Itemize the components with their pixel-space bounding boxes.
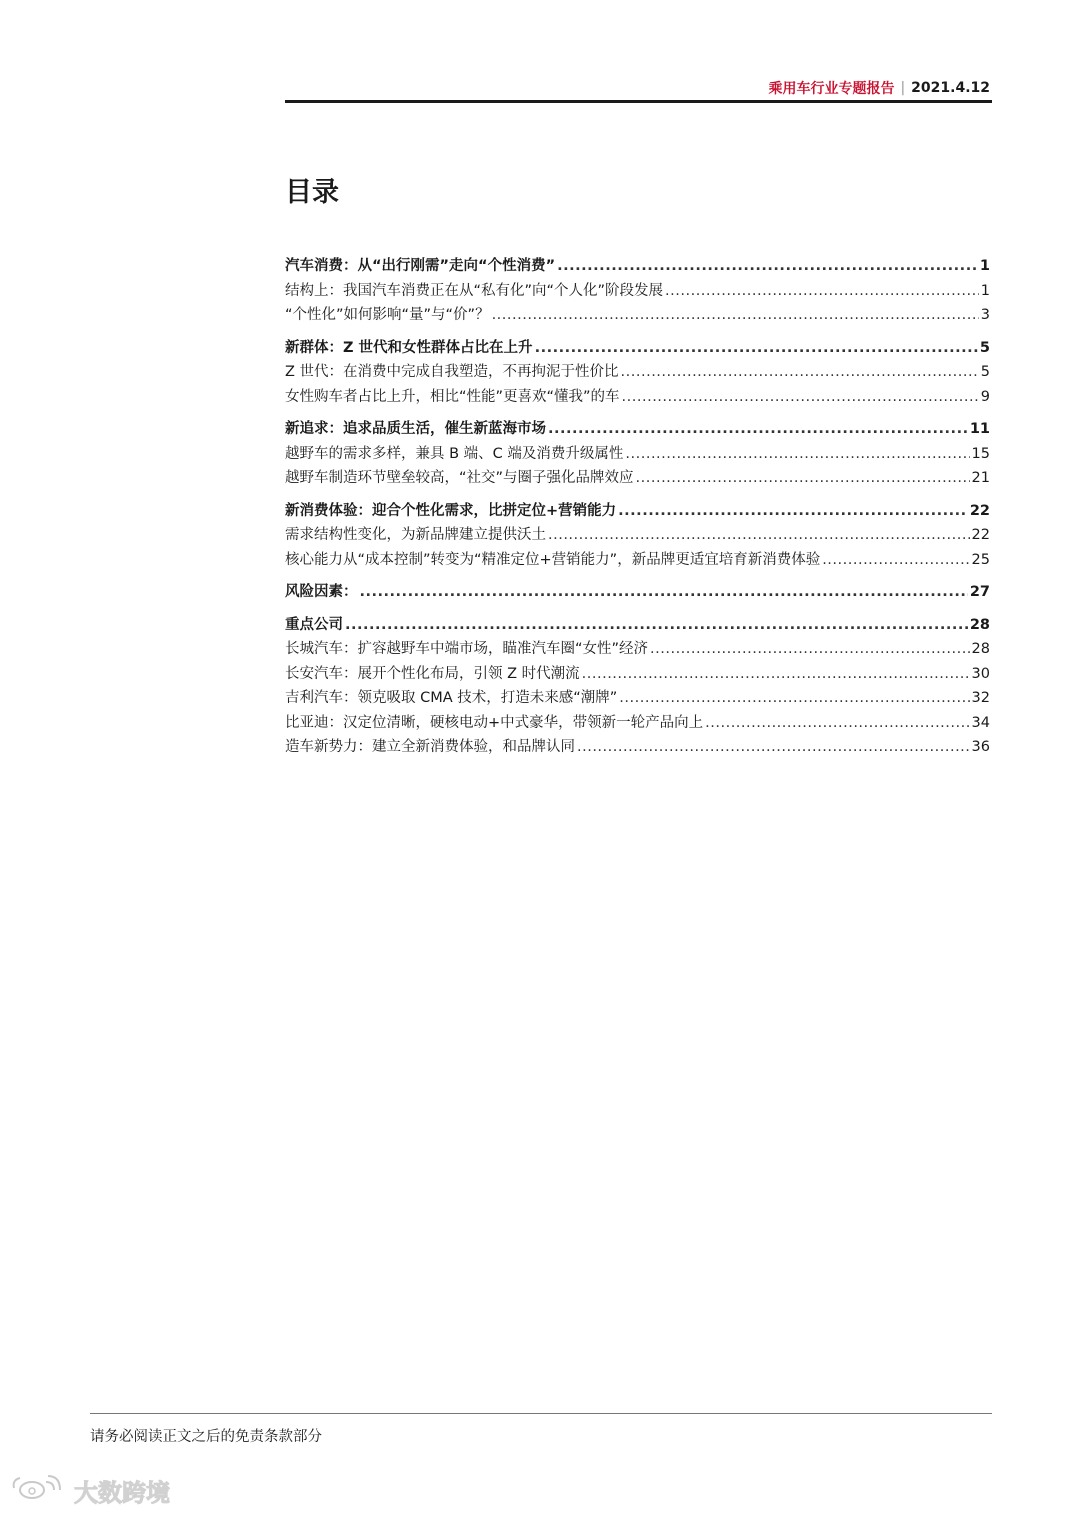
dot-leader	[345, 617, 968, 633]
toc-section	[285, 613, 990, 760]
footer-divider	[90, 1413, 992, 1414]
toc-section	[285, 336, 990, 410]
dot-leader	[557, 258, 978, 274]
toc-section	[285, 254, 990, 328]
toc-entry-page: 22	[969, 502, 990, 519]
header-divider	[285, 100, 992, 103]
toc-entry-level2[interactable]	[285, 686, 990, 711]
toc-entry-page: 22	[971, 527, 990, 543]
watermark	[10, 1472, 170, 1508]
toc-entry-level2[interactable]	[285, 662, 990, 687]
toc-entry-level1[interactable]	[285, 336, 990, 361]
toc-entry-label: 比亚迪：汉定位清晰，硬核电动+中式豪华，带领新一轮产品向上	[285, 714, 704, 731]
toc-entry-page: 15	[971, 445, 990, 462]
toc-entry-level2[interactable]	[285, 637, 990, 662]
toc-entry-level2[interactable]	[285, 735, 990, 760]
dot-leader	[548, 421, 968, 437]
toc-entry-label: 新消费体验：迎合个性化需求，比拼定位+营销能力	[285, 502, 617, 519]
toc-entry-level1[interactable]	[285, 417, 990, 442]
toc-entry-level1[interactable]	[285, 254, 990, 279]
toc-entry-label: 结构上：我国汽车消费正在从“私有化”向“个人化”阶段发展	[285, 282, 664, 299]
toc-entry-page: 28	[971, 641, 990, 657]
toc-entry-level2[interactable]	[285, 466, 990, 491]
report-date: 2021.4.12	[911, 80, 990, 96]
toc-section	[285, 499, 990, 573]
toc-entry-page: 5	[979, 339, 990, 356]
toc-entry-label: 需求结构性变化，为新品牌建立提供沃土	[285, 527, 546, 543]
toc-entry-level2[interactable]	[285, 711, 990, 736]
toc-entry-label: 长城汽车：扩容越野车中端市场，瞄准汽车圈“女性”经济	[285, 641, 649, 657]
dot-leader	[621, 364, 979, 380]
toc-entry-label: 核心能力从“成本控制”转变为“精准定位+营销能力”，新品牌更适宜培育新消费体验	[285, 551, 821, 568]
toc-entry-page: 28	[969, 616, 990, 633]
toc-entry-page: 5	[980, 364, 990, 380]
toc-section	[285, 580, 990, 605]
toc-entry-level2[interactable]	[285, 442, 990, 467]
dot-leader	[618, 503, 968, 519]
dot-leader	[548, 527, 970, 543]
dot-leader	[535, 340, 978, 356]
toc-entry-level2[interactable]	[285, 548, 990, 573]
report-header	[768, 78, 990, 98]
dot-leader	[619, 690, 969, 706]
toc-entry-label: 新群体：Z 世代和女性群体占比在上升	[285, 339, 533, 356]
footer-disclaimer: 请务必阅读正文之后的免责条款部分	[90, 1429, 322, 1445]
toc-entry-label: 女性购车者占比上升，相比“性能”更喜欢“懂我”的车	[285, 388, 620, 405]
toc-entry-page: 34	[971, 714, 990, 731]
dot-leader	[625, 446, 969, 462]
toc-entry-label: 新追求：追求品质生活，催生新蓝海市场	[285, 421, 546, 437]
dot-leader	[636, 470, 970, 486]
toc-entry-page: 25	[971, 551, 990, 568]
toc-entry-page: 1	[980, 282, 990, 299]
dot-leader	[822, 552, 969, 568]
toc-entry-label: 重点公司	[285, 616, 343, 633]
toc-entry-level1[interactable]	[285, 580, 990, 605]
dot-leader	[665, 283, 979, 299]
toc-entry-label: 风险因素：	[285, 584, 358, 600]
toc-entry-label: 吉利汽车：领克吸取 CMA 技术，打造未来感“潮牌”	[285, 690, 618, 706]
dot-leader	[622, 389, 979, 405]
dot-leader	[492, 307, 979, 323]
toc-entry-label: 越野车的需求多样，兼具 B 端、C 端及消费升级属性	[285, 445, 624, 462]
toc-title: 目录	[285, 177, 339, 208]
toc-entry-page: 32	[971, 690, 990, 706]
toc-entry-level1[interactable]	[285, 613, 990, 638]
toc-entry-level2[interactable]	[285, 385, 990, 410]
weibo-logo-icon	[10, 1472, 72, 1508]
toc-entry-level2[interactable]	[285, 360, 990, 385]
toc-entry-page: 27	[969, 584, 990, 600]
toc-entry-level2[interactable]	[285, 303, 990, 328]
report-title: 乘用车行业专题报告	[768, 81, 895, 97]
toc-entry-level2[interactable]	[285, 279, 990, 304]
toc-entry-page: 11	[969, 421, 990, 437]
toc-entry-page: 30	[971, 665, 990, 682]
table-of-contents	[285, 254, 990, 768]
toc-entry-label: “个性化”如何影响“量”与“价”？	[285, 307, 490, 323]
watermark-text: 大数跨境	[74, 1478, 170, 1507]
dot-leader	[577, 739, 970, 755]
dot-leader	[650, 641, 970, 657]
dot-leader	[360, 584, 968, 600]
toc-entry-page: 3	[980, 307, 990, 323]
toc-entry-label: 汽车消费：从“出行刚需”走向“个性消费”	[285, 258, 556, 274]
toc-entry-level1[interactable]	[285, 499, 990, 524]
toc-entry-page: 9	[980, 388, 990, 405]
toc-entry-page: 36	[971, 739, 990, 755]
toc-entry-page: 21	[971, 470, 990, 486]
header-separator: |	[900, 80, 906, 96]
toc-entry-page: 1	[979, 258, 990, 274]
dot-leader	[705, 715, 969, 731]
toc-entry-label: 越野车制造环节壁垒较高，“社交”与圈子强化品牌效应	[285, 470, 634, 486]
toc-entry-level2[interactable]	[285, 523, 990, 548]
toc-entry-label: 长安汽车：展开个性化布局，引领 Z 时代潮流	[285, 665, 580, 682]
toc-entry-label: Z 世代：在消费中完成自我塑造，不再拘泥于性价比	[285, 364, 619, 380]
toc-section	[285, 417, 990, 491]
dot-leader	[582, 666, 970, 682]
toc-entry-label: 造车新势力：建立全新消费体验，和品牌认同	[285, 739, 575, 755]
